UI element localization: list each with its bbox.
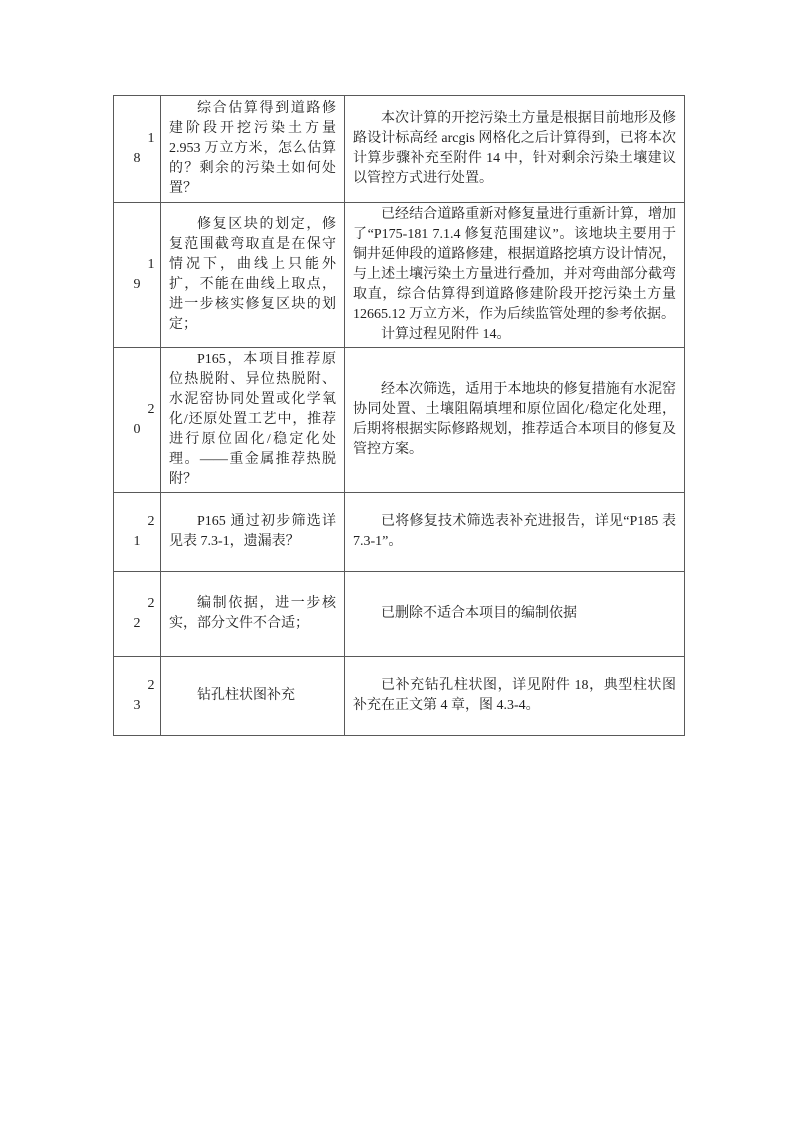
table-row	[114, 96, 685, 203]
table-row	[114, 493, 685, 572]
comment-text: P165 通过初步筛选详见表 7.3-1，遗漏表？	[169, 514, 336, 549]
row-number-digit: 1	[133, 534, 141, 549]
response-text: 计算过程见附件 14。	[381, 327, 511, 342]
comment-cell	[161, 572, 345, 657]
table-row	[114, 572, 685, 657]
review-comment-table	[113, 95, 685, 736]
row-number-cell	[114, 348, 161, 493]
response-cell	[345, 348, 685, 493]
comment-text: 修复区块的划定，修复范围截弯取直是在保守情况下，曲线上只能外扩，不能在曲线上取点，进一步核实修复区块的划定；	[169, 217, 336, 332]
response-text: 已删除不适合本项目的编制依据	[381, 606, 577, 621]
response-cell	[345, 657, 685, 736]
comment-text: 编制依据，进一步核实，部分文件不合适；	[169, 596, 336, 631]
comment-text: 钻孔柱状图补充	[197, 688, 295, 703]
comment-cell	[161, 96, 345, 203]
table-row	[114, 657, 685, 736]
row-number-cell	[114, 493, 161, 572]
response-cell	[345, 96, 685, 203]
table-row	[114, 348, 685, 493]
comment-cell	[161, 203, 345, 348]
row-number-cell	[114, 572, 161, 657]
response-text: 已补充钻孔柱状图，详见附件 18，典型柱状图补充在正文第 4 章，图 4.3-4。	[353, 678, 676, 713]
response-cell	[345, 572, 685, 657]
comment-text: P165，本项目推荐原位热脱附、异位热脱附、水泥窑协同处置或化学氧化/还原处置工艺中，推荐进行原位固化/稳定化处理。——重金属推荐热脱附？	[169, 352, 336, 487]
row-number-digit: 0	[133, 422, 141, 437]
response-text: 经本次筛选，适用于本地块的修复措施有水泥窑协同处置、土壤阻隔填埋和原位固化/稳定化处理，后期将根据实际修路规划，推荐适合本项目的修复及管控方案。	[353, 382, 676, 457]
row-number-digit: 1	[147, 257, 155, 272]
comment-cell	[161, 657, 345, 736]
row-number-digit: 8	[133, 151, 141, 166]
row-number-digit: 2	[147, 402, 155, 417]
row-number-digit: 2	[147, 678, 155, 693]
row-number-cell	[114, 96, 161, 203]
table-row	[114, 203, 685, 348]
response-text: 已经结合道路重新对修复量进行重新计算，增加了“P175-181 7.1.4 修复范围建议”。该地块主要用于铜井延伸段的道路修建，根据道路挖填方设计情况，与上述土壤污染土方量进行叠加，并对弯曲部分截弯取直，综合估算得到道路修建阶段开挖污染土方量 12665.12 万立方米，作为后续监管处理的参考依据。	[353, 207, 676, 322]
row-number-digit: 9	[133, 277, 141, 292]
row-number-digit: 2	[147, 514, 155, 529]
response-text: 已将修复技术筛选表补充进报告，详见“P185 表 7.3-1”。	[353, 514, 676, 549]
review-table-container	[113, 95, 685, 736]
row-number-cell	[114, 657, 161, 736]
response-cell	[345, 203, 685, 348]
response-text: 本次计算的开挖污染土方量是根据目前地形及修路设计标高经 arcgis 网格化之后计算得到，已将本次计算步骤补充至附件 14 中，针对剩余污染土壤建议以管控方式进行处置。	[353, 111, 676, 186]
row-number-digit: 2	[133, 616, 141, 631]
comment-cell	[161, 348, 345, 493]
comment-text: 综合估算得到道路修建阶段开挖污染土方量 2.953 万立方米，怎么估算的？剩余的污染土如何处置？	[169, 101, 336, 196]
row-number-digit: 2	[147, 596, 155, 611]
row-number-digit: 1	[147, 131, 155, 146]
row-number-cell	[114, 203, 161, 348]
row-number-digit: 3	[133, 698, 141, 713]
comment-cell	[161, 493, 345, 572]
response-cell	[345, 493, 685, 572]
